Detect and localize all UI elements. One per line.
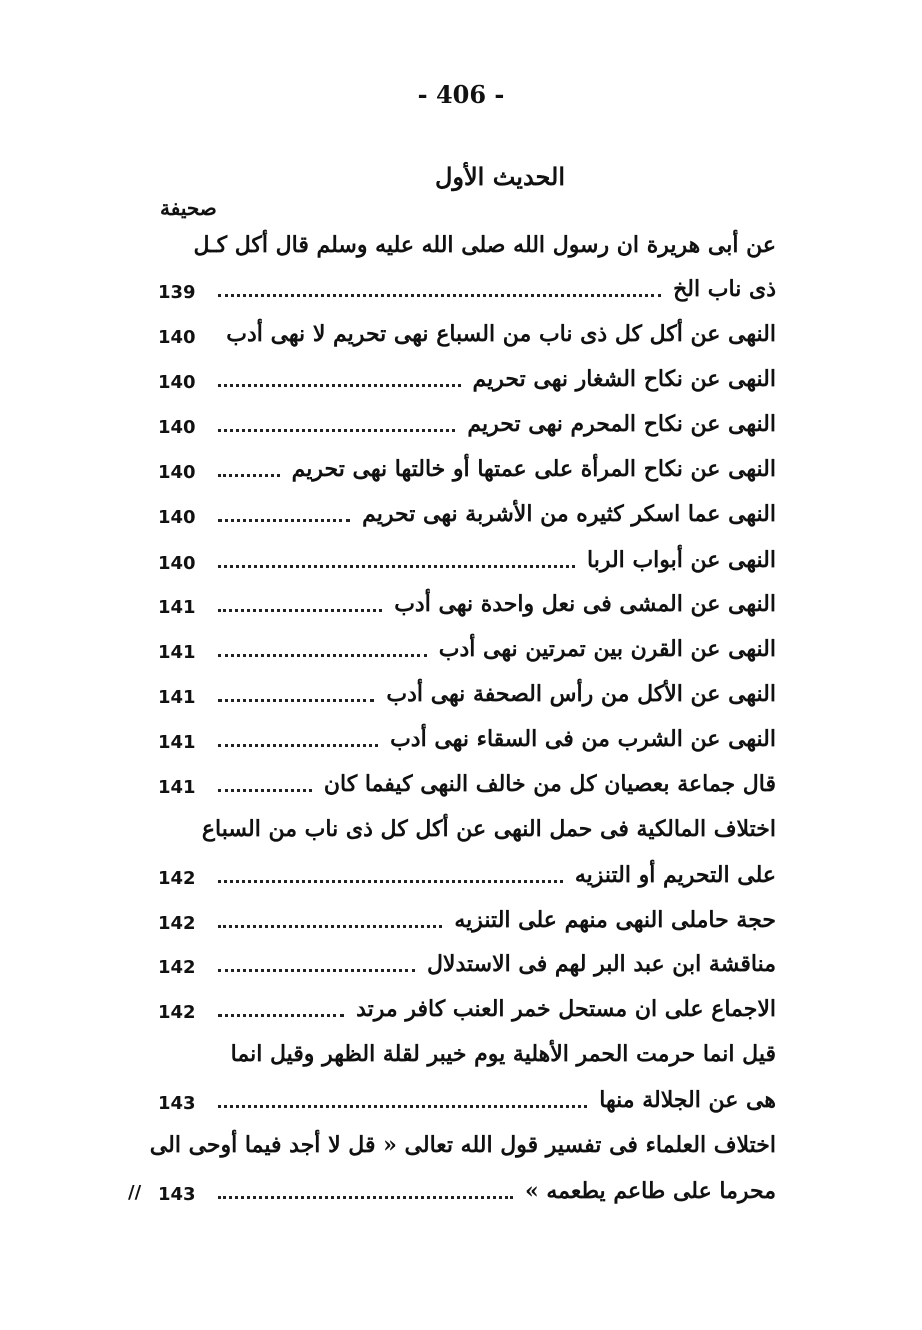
toc-entry (0, 951, 922, 1001)
toc-entry-text: النهى عن نكاح المحرم نهى تحريم (467, 411, 776, 437)
toc-entry-page: 142 (158, 957, 196, 978)
dot-leader (218, 689, 374, 702)
toc-entry-text: محرما على طاعم يطعمه » (524, 1178, 776, 1204)
toc-entry-page: 140 (158, 327, 196, 348)
toc-entry (0, 816, 922, 866)
toc-entry-page: 140 (158, 462, 196, 483)
toc-entry-text: النهى عن نكاح الشغار نهى تحريم (472, 366, 776, 392)
toc-entry-text: قيل انما حرمت الحمر الأهلية يوم خيبر لقلة الظهر وقيل انما (230, 1041, 776, 1067)
dot-leader (218, 555, 575, 568)
toc-entry-page: 140 (158, 417, 196, 438)
toc-entry-text: قال جماعة بعصيان كل من خالف النهى كيفما كان (323, 771, 776, 797)
toc-entry-page: 140 (158, 507, 196, 528)
dot-leader (218, 959, 415, 972)
toc-entry-page: 139 (158, 282, 196, 303)
toc-entry-text: النهى عن القرن بين تمرتين نهى أدب (438, 636, 776, 662)
toc-entry-text: النهى عما اسكر كثيره من الأشربة نهى تحريم (362, 501, 776, 527)
toc-entry-text: هى عن الجلالة منها (599, 1087, 776, 1113)
toc-entry-text: عن أبى هريرة ان رسول الله صلى الله عليه وسلم قال أكل كـل (193, 232, 776, 258)
toc-entry (0, 456, 922, 506)
dot-leader (218, 734, 378, 747)
dot-leader (218, 1186, 513, 1199)
dot-leader (218, 464, 280, 477)
dot-leader (218, 1004, 344, 1017)
toc-entry-page: 143 (158, 1093, 196, 1114)
dot-leader (218, 599, 382, 612)
toc-entry-text: مناقشة ابن عبد البر لهم فى الاستدلال (426, 951, 776, 977)
toc-entry (0, 1132, 922, 1182)
toc-entry-text: على التحريم أو التنزيه (574, 862, 776, 888)
toc-entry-page: 141 (158, 642, 196, 663)
dot-leader (218, 284, 661, 297)
dot-leader (218, 374, 461, 387)
dot-leader (218, 509, 350, 522)
toc-entry-text: الاجماع على ان مستحل خمر العنب كافر مرتد (356, 996, 776, 1022)
toc-entry-page: 140 (158, 372, 196, 393)
toc-entry-text: اختلاف المالكية فى حمل النهى عن أكل كل ذى ناب من السباع (201, 816, 776, 842)
dot-leader (218, 915, 442, 928)
page-number: - 406 - (417, 80, 505, 109)
toc-entry (0, 1087, 922, 1137)
toc-entry (0, 321, 922, 371)
toc-entry-page: 142 (158, 913, 196, 934)
toc-entry-page: 142 (158, 868, 196, 889)
toc-entry-text: النهى عن المشى فى نعل واحدة نهى أدب (394, 591, 776, 617)
toc-entry-text: حجة حاملى النهى منهم على التنزيه (454, 907, 776, 933)
toc-entry (0, 771, 922, 821)
toc-entry-text: النهى عن الأكل من رأس الصحفة نهى أدب (386, 681, 776, 707)
toc-entry-text: النهى عن الشرب من فى السقاء نهى أدب (390, 726, 776, 752)
dot-leader (218, 419, 455, 432)
toc-entry-text: النهى عن أكل كل ذى ناب من السباع نهى تحريم لا نهى أدب (226, 321, 776, 347)
page-column-header: صحيفة (160, 196, 217, 220)
toc-entry (0, 681, 922, 731)
toc-entry-page: 141 (158, 777, 196, 798)
toc-entry-page: 141 (158, 597, 196, 618)
toc-entry (0, 726, 922, 776)
toc-entry (0, 501, 922, 551)
toc-entry (0, 636, 922, 686)
toc-entry-text: اختلاف العلماء فى تفسير قول الله تعالى « قل لا أجد فيما أوحى الى (149, 1132, 776, 1158)
dot-leader (218, 870, 563, 883)
end-mark: // (128, 1182, 142, 1203)
dot-leader (218, 779, 312, 792)
toc-entry (0, 996, 922, 1046)
toc-entry-page: 140 (158, 553, 196, 574)
toc-entry-page: 142 (158, 1002, 196, 1023)
toc-entry-text: ذى ناب الخ (673, 276, 776, 302)
toc-entry (0, 411, 922, 461)
toc-entry-page: 141 (158, 687, 196, 708)
toc-entry-text: النهى عن نكاح المرأة على عمتها أو خالتها نهى تحريم (291, 456, 776, 482)
toc-entry (0, 862, 922, 912)
toc-entry-text: النهى عن أبواب الربا (587, 547, 776, 573)
toc-entry (0, 232, 922, 282)
section-title: الحديث الأول (434, 162, 566, 191)
toc-entry (0, 276, 922, 326)
dot-leader (218, 1095, 587, 1108)
toc-entry (0, 366, 922, 416)
toc-entry (0, 591, 922, 641)
toc-entry-page: 143 (158, 1184, 196, 1205)
toc-entry-page: 141 (158, 732, 196, 753)
toc-entry (0, 1041, 922, 1091)
dot-leader (218, 644, 427, 657)
